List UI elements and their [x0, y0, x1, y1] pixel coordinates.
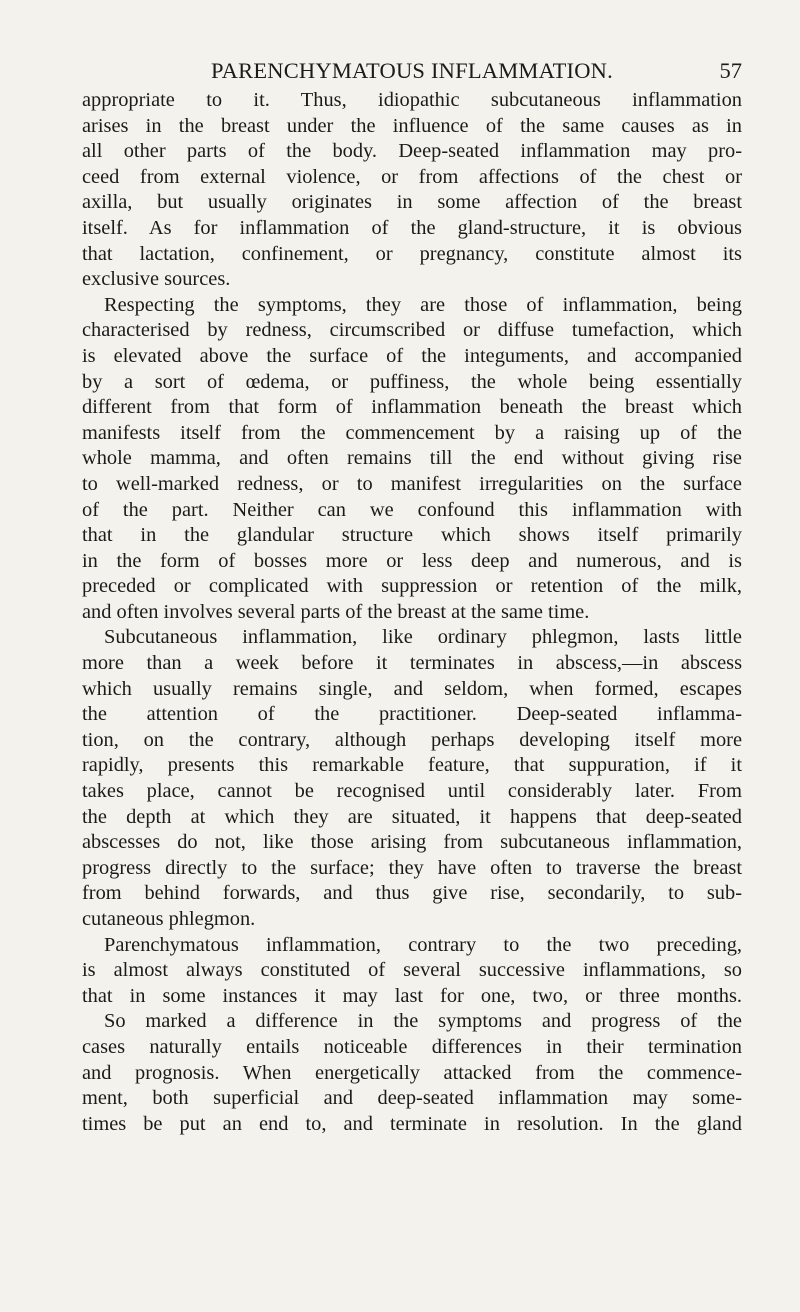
- text-line: exclusive sources.: [82, 268, 231, 291]
- text-line: is almost always constituted of several successive inflammations, so: [82, 959, 742, 982]
- text-line: all other parts of the body. Deep-seated inflammation may pro-: [82, 140, 742, 163]
- text-line: and often involves several parts of the breast at the same time.: [82, 600, 590, 623]
- text-line: Respecting the symptoms, they are those of inflammation, being: [104, 293, 742, 316]
- text-line: Parenchymatous inflammation, contrary to the two preceding,: [104, 933, 742, 956]
- text-line: the depth at which they are situated, it happens that deep-seated: [82, 805, 742, 828]
- text-line: appropriate to it. Thus, idiopathic subcutaneous inflammation: [82, 89, 742, 111]
- text-line: takes place, cannot be recognised until considerably later. From: [82, 780, 742, 803]
- text-line: different from that form of inflammation beneath the breast which: [82, 396, 742, 419]
- text-line: cutaneous phlegmon.: [82, 908, 256, 930]
- text-line: abscesses do not, like those arising from subcutaneous inflammation,: [82, 831, 742, 854]
- page-number: 57: [719, 58, 742, 83]
- text-line: to well-marked redness, or to manifest irregularities on the surface: [82, 472, 742, 495]
- body-text: [82, 88, 742, 1137]
- text-line: cases naturally entails noticeable differences in their termination: [82, 1035, 742, 1058]
- text-line: that in the glandular structure which shows itself primarily: [82, 524, 742, 547]
- text-line: progress directly to the surface; they have often to traverse the breast: [82, 856, 742, 879]
- text-line: more than a week before it terminates in abscess,—in abscess: [82, 652, 742, 675]
- text-line: tion, on the contrary, although perhaps developing itself more: [82, 728, 742, 751]
- text-line: arises in the breast under the influence of the same causes as in: [82, 114, 742, 137]
- text-line: itself. As for inflammation of the gland-structure, it is obvious: [82, 216, 742, 239]
- text-line: ment, both superficial and deep-seated inflammation may some-: [82, 1087, 742, 1110]
- text-line: from behind forwards, and thus give rise, secondarily, to sub-: [82, 882, 742, 905]
- text-line: by a sort of œdema, or puffiness, the whole being essentially: [82, 370, 742, 393]
- text-line: the attention of the practitioner. Deep-seated inflamma-: [82, 703, 742, 726]
- text-line: is elevated above the surface of the integuments, and accompanied: [82, 344, 742, 367]
- text-line: that lactation, confinement, or pregnancy, constitute almost its: [82, 242, 742, 265]
- text-line: times be put an end to, and terminate in resolution. In the gland: [82, 1112, 742, 1135]
- text-line: in the form of bosses more or less deep and numerous, and is: [82, 549, 742, 572]
- text-line: that in some instances it may last for one, two, or three months.: [82, 984, 742, 1007]
- text-line: axilla, but usually originates in some affection of the breast: [82, 191, 742, 214]
- text-line: characterised by redness, circumscribed or diffuse tumefaction, which: [82, 319, 742, 342]
- text-line: preceded or complicated with suppression or retention of the milk,: [82, 575, 742, 598]
- text-line: and prognosis. When energetically attacked from the commence-: [82, 1061, 742, 1084]
- text-line: Subcutaneous inflammation, like ordinary phlegmon, lasts little: [104, 626, 742, 649]
- text-line: rapidly, presents this remarkable feature, that suppuration, if it: [82, 754, 742, 777]
- text-line: which usually remains single, and seldom, when formed, escapes: [82, 677, 742, 700]
- text-line: So marked a difference in the symptoms and progress of the: [104, 1010, 742, 1033]
- running-title: PARENCHYMATOUS INFLAMMATION.: [211, 58, 613, 83]
- text-line: manifests itself from the commencement by a raising up of the: [82, 421, 742, 444]
- running-head: [82, 58, 742, 88]
- text-line: whole mamma, and often remains till the end without giving rise: [82, 447, 742, 470]
- text-line: of the part. Neither can we confound this inflammation with: [82, 498, 742, 521]
- text-line: ceed from external violence, or from affections of the chest or: [82, 165, 742, 188]
